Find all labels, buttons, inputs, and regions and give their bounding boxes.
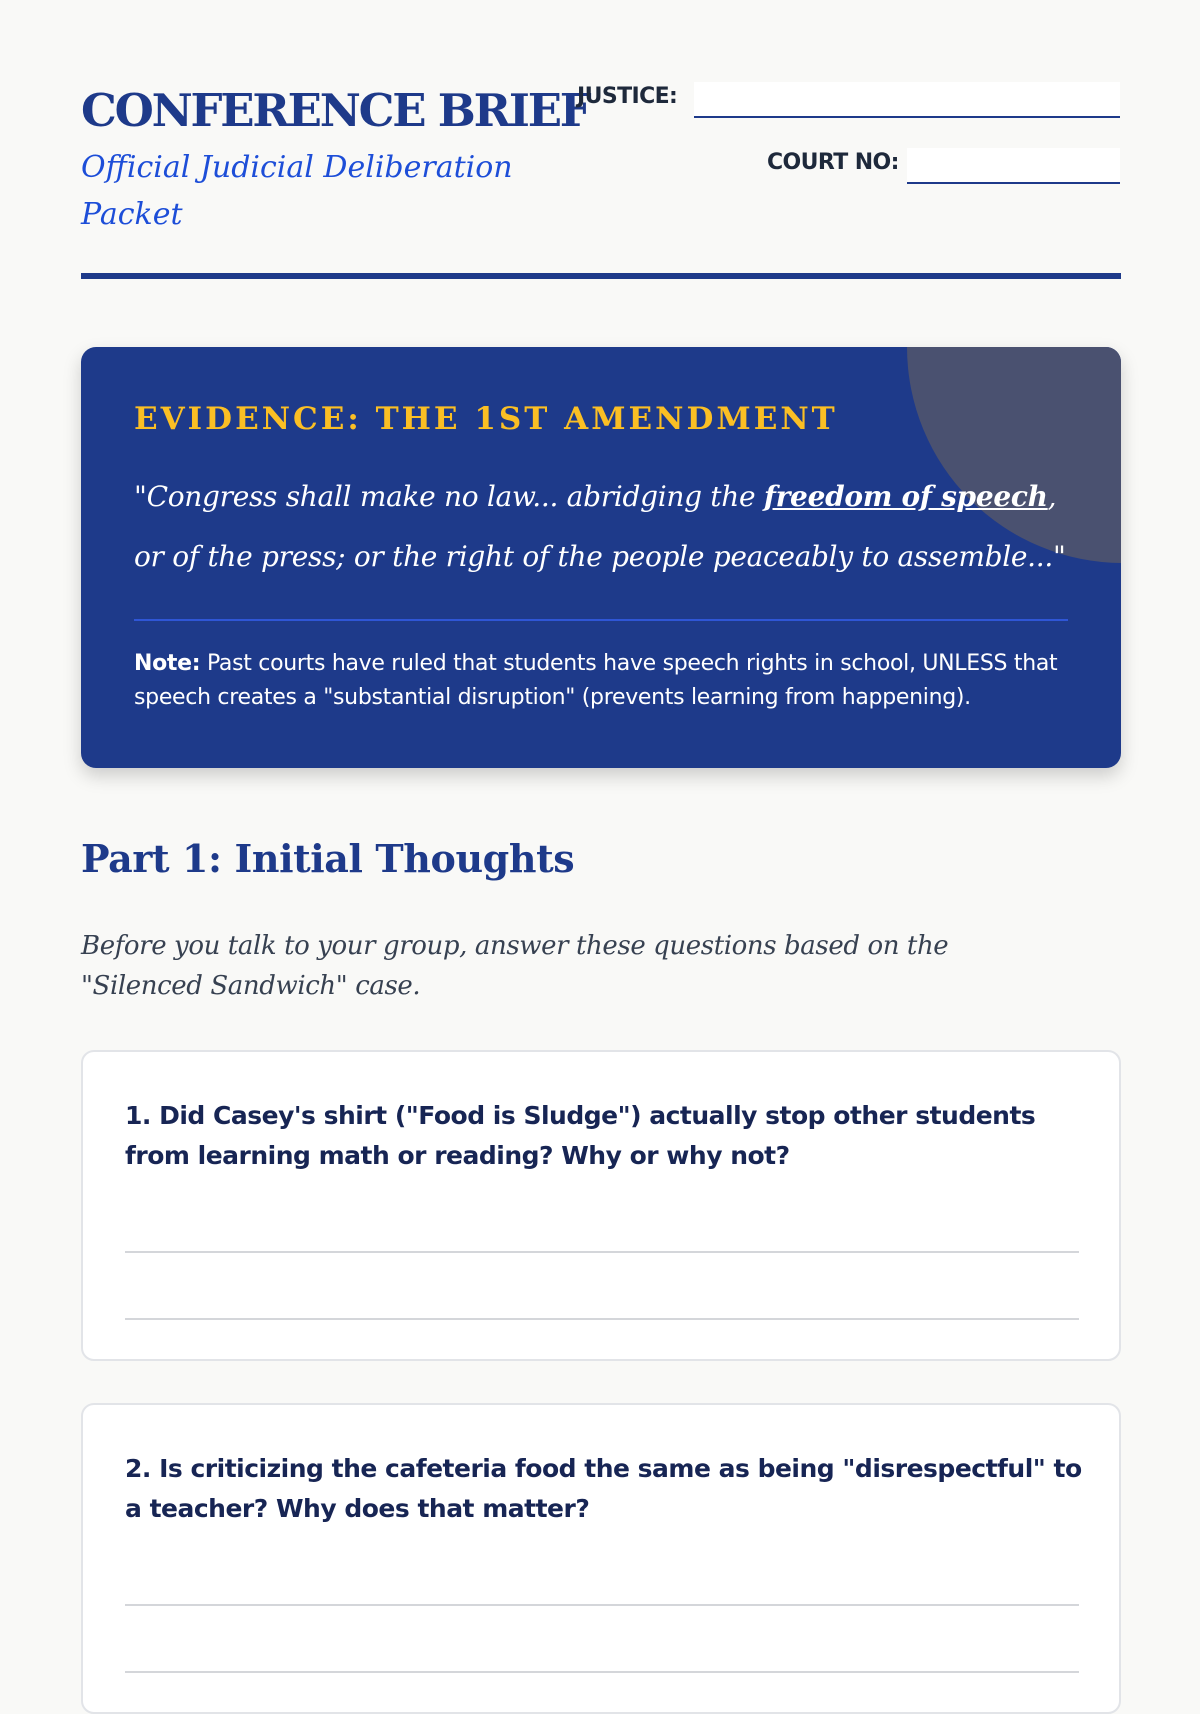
- quote-text-start: "Congress shall make no law... abridging the: [134, 480, 764, 513]
- answer-line[interactable]: [125, 1671, 1079, 1673]
- court-no-field[interactable]: [907, 148, 1120, 184]
- evidence-title: EVIDENCE: THE 1ST AMENDMENT: [134, 401, 838, 437]
- answer-line[interactable]: [125, 1318, 1079, 1320]
- note-label: Note:: [134, 651, 201, 676]
- justice-field[interactable]: [694, 82, 1120, 118]
- question-card-2: [81, 1403, 1121, 1714]
- question-card-1: [81, 1050, 1121, 1361]
- court-no-label: COURT NO:: [767, 150, 899, 175]
- question-text: 2. Is criticizing the cafeteria food the same as being "disrespectful" to a teacher? Why does that matter?: [125, 1454, 1082, 1523]
- note-text: Past courts have ruled that students have speech rights in school, UNLESS that speech creates a "substantial disruption" (prevents learning from happening).: [134, 651, 1058, 710]
- quote-highlight: freedom of speech: [763, 480, 1048, 513]
- evidence-note: [134, 647, 1074, 715]
- justice-label: JUSTICE:: [577, 84, 678, 109]
- header-divider: [81, 273, 1121, 279]
- amendment-quote: [134, 467, 1074, 587]
- answer-line[interactable]: [125, 1604, 1079, 1606]
- page-title: CONFERENCE BRIEF: [81, 84, 590, 137]
- page-subtitle: Official Judicial Deliberation Packet: [81, 150, 513, 232]
- section-intro: Before you talk to your group, answer these questions based on the "Silenced Sandwich" case.: [81, 931, 949, 1001]
- evidence-card: [81, 347, 1121, 768]
- document-header: [81, 80, 1121, 280]
- answer-line[interactable]: [125, 1251, 1079, 1253]
- evidence-divider: [134, 619, 1068, 621]
- section-title: Part 1: Initial Thoughts: [81, 836, 575, 881]
- question-text: 1. Did Casey's shirt ("Food is Sludge") actually stop other students from learning math or reading? Why or why not?: [125, 1101, 1036, 1170]
- quote-text-end: , or of the press; or the right of the people peaceably to assemble...": [134, 480, 1066, 573]
